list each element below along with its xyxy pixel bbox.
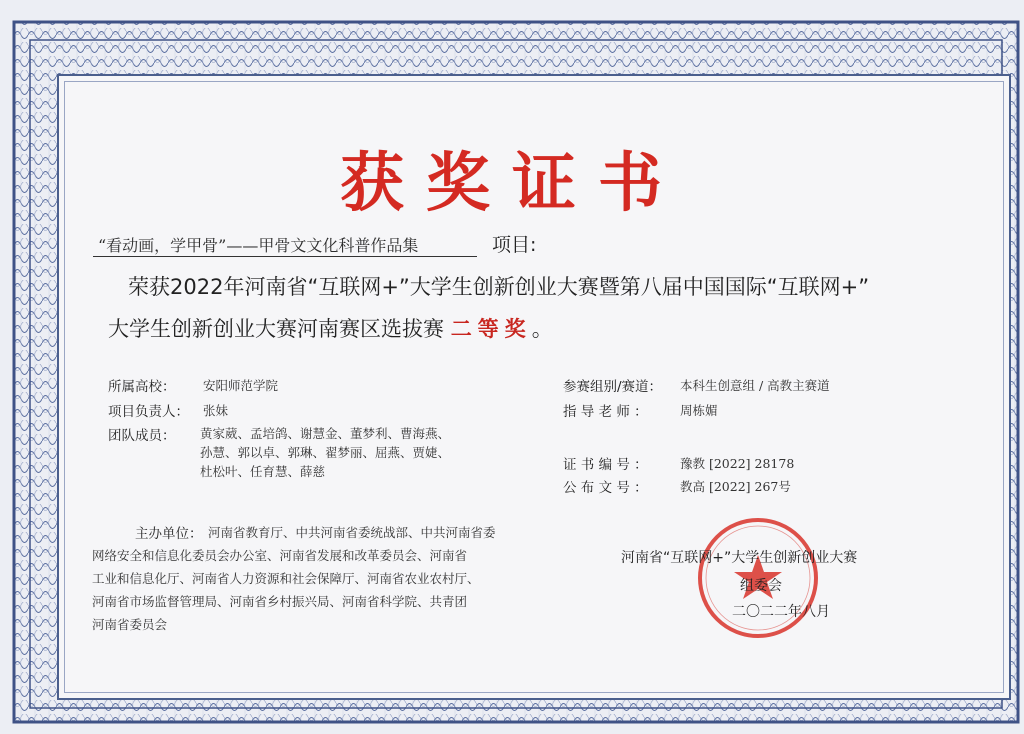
leader-value: 张妹 <box>203 403 229 418</box>
cert-no-label: 证 书 编 号 ： <box>563 457 648 473</box>
group-value: 本科生创意组 / 高教主赛道 <box>680 378 830 393</box>
project-underline <box>93 256 477 257</box>
organizers-line: 河南省市场监督管理局、河南省乡村振兴局、河南省科学院、共青团 <box>92 594 468 609</box>
organizers-line: 河南省教育厅、中共河南省委统战部、中共河南省委 <box>208 525 496 540</box>
school-value: 安阳师范学院 <box>203 378 279 393</box>
award-line-2-text: 大学生创新创业大赛河南赛区选拔赛 <box>108 317 444 341</box>
award-line-2 <box>108 313 553 343</box>
doc-no-label: 公 布 文 号 ： <box>563 480 648 496</box>
doc-no-value: 教高 [2022] 267号 <box>680 479 791 494</box>
school-label: 所属高校： <box>108 379 176 395</box>
group-label: 参赛组别/赛道： <box>563 379 663 395</box>
project-label: 项目: <box>492 234 537 256</box>
issuer-committee: 组委会 <box>740 578 782 594</box>
team-line: 黄家葳、孟培鸽、谢慧金、董梦利、曹海燕、 <box>200 426 451 441</box>
award-end: 。 <box>531 317 553 341</box>
issuer-name: 河南省“互联网+”大学生创新创业大赛 <box>621 550 858 566</box>
project-name: “看动画，学甲骨”——甲骨文文化科普作品集 <box>98 236 419 255</box>
organizers-label: 主办单位： <box>135 526 203 542</box>
award-level: 二等奖 <box>450 316 532 341</box>
organizers-line: 工业和信息化厅、河南省人力资源和社会保障厅、河南省农业农村厅、 <box>92 571 480 586</box>
team-line: 杜松叶、任育慧、薛慈 <box>200 464 326 479</box>
certificate-title: 获奖证书 <box>340 146 684 221</box>
organizers-line: 网络安全和信息化委员会办公室、河南省发展和改革委员会、河南省 <box>92 548 468 563</box>
cert-no-value: 豫教 [2022] 28178 <box>680 456 795 471</box>
issue-date: 二〇二二年八月 <box>732 604 830 620</box>
advisor-label: 指 导 老 师 ： <box>563 404 648 420</box>
leader-label: 项目负责人： <box>108 404 189 420</box>
team-label: 团队成员： <box>108 428 176 444</box>
award-line-1: 荣获2022年河南省“互联网+”大学生创新创业大赛暨第八届中国国际“互联网+” <box>128 275 870 299</box>
team-line: 孙慧、郭以卓、郭琳、翟梦丽、屈燕、贾婕、 <box>200 445 451 460</box>
advisor-value: 周栋媚 <box>680 403 718 418</box>
organizers-line: 河南省委员会 <box>92 617 168 632</box>
